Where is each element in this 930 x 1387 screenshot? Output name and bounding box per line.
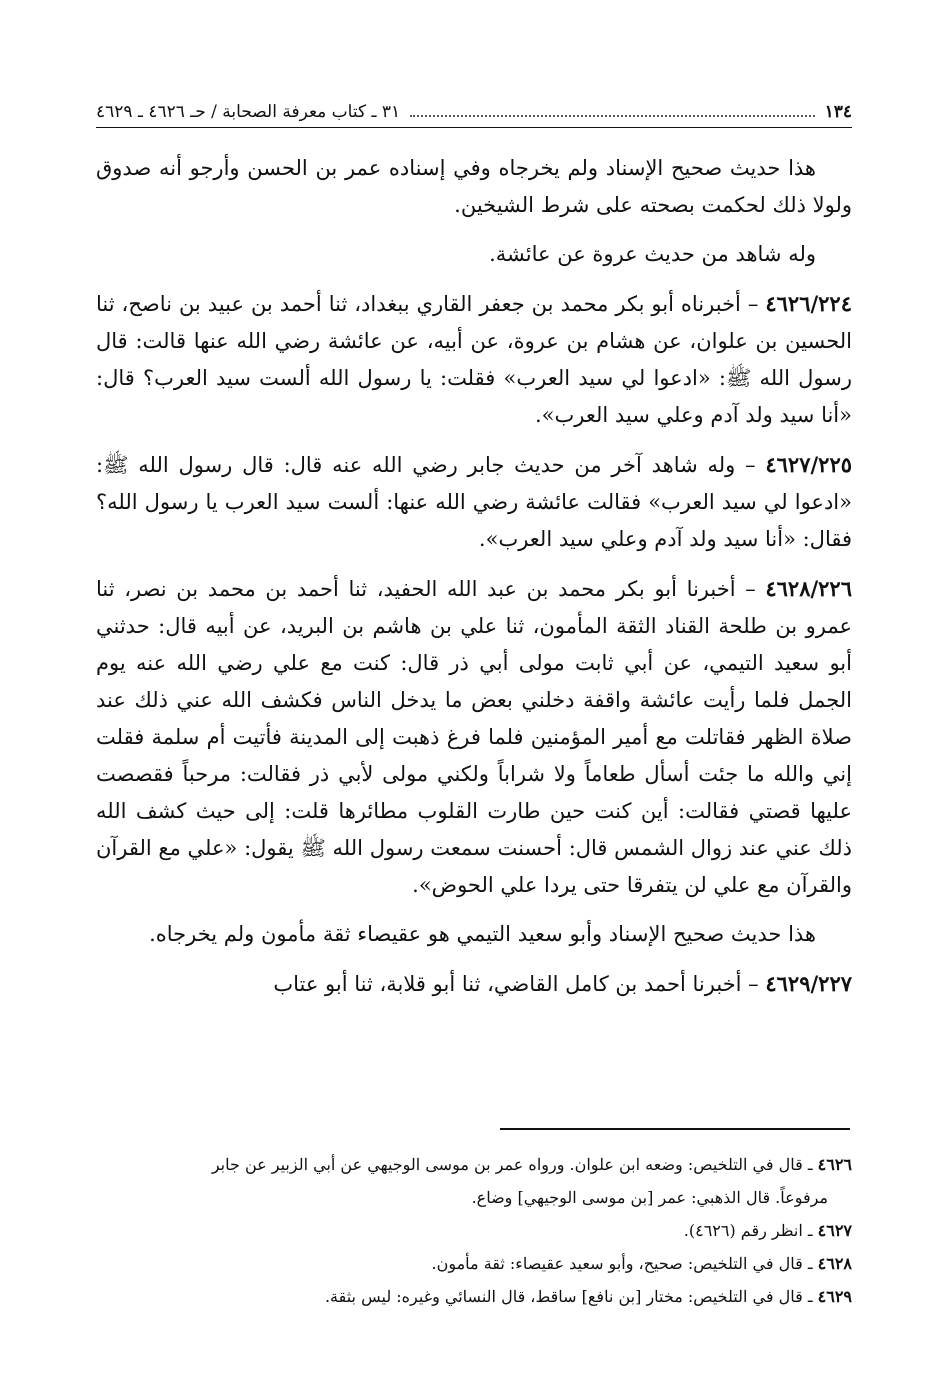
footnote-text: ـ قال في التلخيص: وضعه ابن علوان. ورواه عمر بن موسى الوجيهي عن أبي الزبير عن جابر [211, 1155, 813, 1174]
hadith-number: ٤٦٢٦/٢٢٤ [765, 291, 852, 316]
hadith-paragraph [96, 285, 852, 434]
footnote-number: ٤٦٢٨ [817, 1254, 852, 1273]
hadith-number: ٤٦٢٧/٢٢٥ [765, 452, 852, 477]
paragraph [96, 916, 852, 953]
footnote-text: ـ انظر رقم (٤٦٢٦). [683, 1221, 813, 1240]
hadith-text: – أخبرنا أبو بكر محمد بن عبد الله الحفيد، ثنا أحمد بن محمد بن نصر، ثنا عمرو بن طلحة القناد الثقة المأمون، ثنا علي بن هاشم بن البريد، عن أبيه قال: حدثني أبو سعيد التيمي، عن أبي ثابت مولى أبي ذر قال: كنت مع علي رضي الله عنه يوم الجمل فلما رأيت عائشة واقفة دخلني بعض ما يدخل الناس فكشف الله عني ذلك عند صلاة الظهر فقاتلت مع أمير المؤمنين فلما فرغ ذهبت إلى المدينة فأتيت أم سلمة فقلت إني والله ما جئت أسأل طعاماً ولا شراباً ولكني مولى لأبي ذر فقالت: مرحباً فقصصت عليها قصتي فقالت: أين كنت حين طارت القلوب مطائرها قلت: إلى حيث كشف الله ذلك عني عند زوال الشمس قال: أحسنت سمعت رسول الله ﷺ يقول: «علي مع القرآن والقرآن مع علي لن يتفرقا حتى يردا علي الحوض». [96, 577, 852, 897]
footnote-number: ٤٦٢٧ [817, 1221, 852, 1240]
hadith-paragraph [96, 446, 852, 558]
hadith-paragraph [96, 965, 852, 1003]
footnote-continuation: مرفوعاً. قال الذهبي: عمر [بن موسى الوجيهي] وضاع. [471, 1188, 828, 1207]
footnote [96, 1247, 852, 1280]
main-text [96, 150, 852, 1015]
footnote [96, 1148, 852, 1181]
footnote-number: ٤٦٢٦ [817, 1155, 852, 1174]
section-title: ٣١ ـ كتاب معرفة الصحابة / حـ ٤٦٢٦ ـ ٤٦٢٩ [96, 102, 401, 122]
footnote [96, 1214, 852, 1247]
paragraph-text: هذا حديث صحيح الإسناد وأبو سعيد التيمي هو عقيصاء ثقة مأمون ولم يخرجاه. [149, 922, 816, 946]
paragraph-text: هذا حديث صحيح الإسناد ولم يخرجاه وفي إسناده عمر بن الحسن وأرجو أنه صدوق ولولا ذلك لحكمت بصحته على شرط الشيخين. [96, 156, 852, 217]
footnote-divider [500, 1128, 850, 1130]
hadith-number: ٤٦٢٨/٢٢٦ [765, 576, 852, 601]
hadith-text: – أخبرناه أبو بكر محمد بن جعفر القاري ببغداد، ثنا أحمد بن عبيد بن ناصح، ثنا الحسين بن علوان، عن هشام بن عروة، عن أبيه، عن عائشة رضي الله عنها قالت: قال رسول الله ﷺ: «ادعوا لي سيد العرب» فقلت: يا رسول الله ألست سيد العرب؟ قال: «أنا سيد ولد آدم وعلي سيد العرب». [96, 292, 852, 427]
paragraph-text: وله شاهد من حديث عروة عن عائشة. [489, 242, 816, 266]
footnote-text: ـ قال في التلخيص: مختار [بن نافع] ساقط، قال النسائي وغيره: ليس بثقة. [324, 1287, 813, 1306]
footnotes [96, 1148, 852, 1313]
header-dot-leader [410, 114, 814, 117]
paragraph [96, 236, 852, 273]
paragraph [96, 150, 852, 224]
page-number: ١٣٤ [824, 102, 852, 122]
hadith-number: ٤٦٢٩/٢٢٧ [765, 971, 852, 996]
hadith-text: – أخبرنا أحمد بن كامل القاضي، ثنا أبو قلابة، ثنا أبو عتاب [273, 972, 759, 996]
footnote-number: ٤٦٢٩ [817, 1287, 852, 1306]
hadith-text: – وله شاهد آخر من حديث جابر رضي الله عنه قال: قال رسول الله ﷺ: «ادعوا لي سيد العرب» فقالت عائشة رضي الله عنها: ألست سيد العرب يا رسول الله؟ فقال: «أنا سيد ولد آدم وعلي سيد العرب». [96, 453, 852, 551]
footnote [96, 1280, 852, 1313]
footnote-text: ـ قال في التلخيص: صحيح، وأبو سعيد عقيصاء: ثقة مأمون. [431, 1254, 813, 1273]
hadith-paragraph [96, 570, 852, 904]
running-header [96, 98, 852, 128]
